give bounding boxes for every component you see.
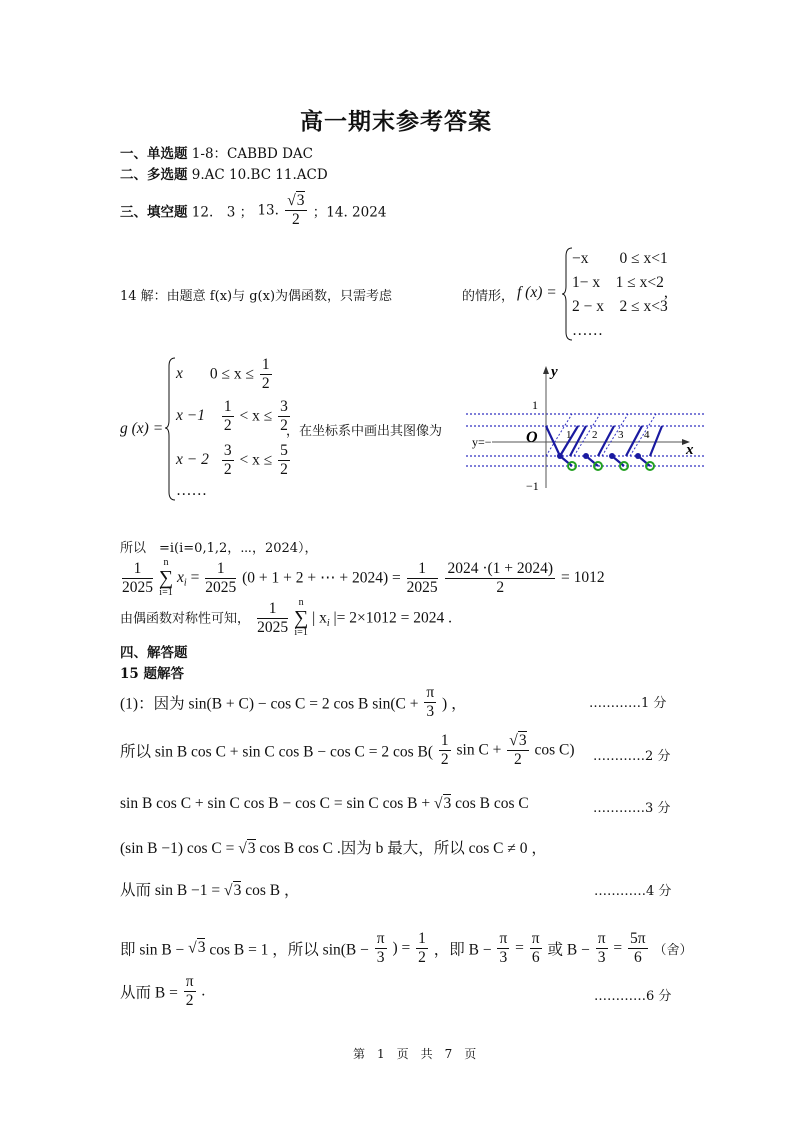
l6-frac-b	[416, 930, 428, 967]
l6-sqrt: 3	[197, 939, 206, 957]
q15-heading: 15 题解答	[120, 666, 184, 682]
sym-rhs: | x	[312, 609, 327, 626]
g-row-3	[176, 442, 292, 479]
g-row-4: ……	[176, 482, 207, 499]
solid-point-1	[557, 453, 563, 459]
x-tick-1: 1	[566, 429, 572, 441]
l2-mid: sin C +	[456, 741, 502, 759]
q15-line-2	[120, 732, 574, 769]
g-row-3-frac-b	[278, 442, 290, 479]
sec3-line	[120, 192, 386, 229]
frac-num: π	[376, 930, 385, 947]
x-tick-3: 3	[618, 429, 624, 441]
segment-8	[650, 426, 662, 456]
sum-frac-2025	[122, 560, 153, 597]
solid-point-2	[583, 453, 589, 459]
l1-tail: ) ，	[442, 695, 467, 713]
sum-frac-big	[445, 560, 555, 597]
sigma-top: n	[163, 557, 169, 568]
f-comma: ,	[664, 284, 668, 301]
sec1-label: 一、单选题	[120, 146, 188, 162]
frac-den: 2025	[122, 578, 153, 596]
frac-num: π	[426, 684, 435, 701]
sum-frac-2025-c	[407, 560, 438, 597]
sec1-line	[120, 142, 313, 162]
sec2-line	[120, 163, 328, 183]
sec2-answers: 9.AC 10.BC 11.ACD	[191, 167, 328, 183]
q13-fraction: $\frac{√3}{2}$	[287, 192, 305, 228]
solid-point-4	[635, 453, 641, 459]
l2-text: 所以 sin B cos C + sin C cos B − cos C = 2 cos B(	[120, 743, 433, 761]
frac-den: 3	[426, 702, 435, 720]
frac-num: π	[531, 930, 540, 947]
l2-frac-2: $\frac{√3}{2}$	[509, 732, 527, 768]
frac-den: 3	[597, 948, 606, 966]
score-1: …………1 分	[589, 696, 667, 711]
frac-num: 1	[407, 560, 438, 579]
sym-line: 由偶函数对称性可知， $\frac{1}{2025}$ n ∑ i=1 | $x_i$ |= 2×1012 = 2024 .	[120, 597, 452, 638]
frac-num: 3	[518, 732, 527, 749]
frac-num: 5π	[630, 930, 646, 947]
sec1-answers: 1-8：CABBD DAC	[191, 146, 313, 162]
l4-tail: cos B cos C .因为 b 最大，所以 cos C ≠ 0 ，	[259, 840, 547, 857]
frac-num: π	[499, 930, 508, 947]
sec2-label: 二、多选题	[120, 167, 188, 183]
l5-sqrt: 3	[233, 882, 242, 899]
frac-num: 1	[257, 600, 288, 619]
g-label: g (x) =	[120, 420, 164, 437]
frac-den: 3	[499, 948, 508, 966]
frac-den: 2	[418, 948, 426, 966]
g-row-2-frac-a	[222, 398, 234, 435]
sum-frac-2025-b	[205, 560, 236, 597]
frac-den: 2	[514, 750, 522, 768]
frac-num: π	[597, 930, 606, 947]
sec3-q14: ；14. 2024	[312, 204, 387, 221]
sec4-label: 四、解答题	[120, 645, 188, 661]
g-row-2-cond: < x ≤	[239, 407, 273, 425]
g-row-1	[176, 356, 274, 393]
l7-text: 从而 B =	[120, 984, 178, 1002]
y-axis-label: y	[551, 364, 558, 380]
function-graph	[462, 360, 710, 500]
solid-point-3	[609, 453, 615, 459]
frac-den: 6	[633, 948, 642, 966]
frac-num: 1	[418, 930, 426, 947]
sec3-q13: 13.	[257, 202, 279, 219]
tick-minus-one-label: −1	[526, 479, 539, 493]
tick-one-label: 1	[532, 398, 538, 412]
sigma-2: n ∑ i=1	[293, 597, 309, 638]
frac-den: 2	[280, 416, 288, 434]
dashed-diag-3	[602, 414, 628, 456]
g-row-1-frac	[260, 356, 272, 393]
f-case-3: 2 − x 2 ≤ x<3	[572, 298, 668, 315]
x-axis-label: x	[686, 442, 694, 458]
l6-discard: （舍）	[653, 941, 693, 957]
l6-then: ，即 B −	[433, 941, 492, 959]
sum-xi: x	[177, 569, 184, 586]
l1-text: (1)：因为 sin(B + C) − cos C = 2 cos B sin(C +	[120, 695, 419, 713]
l6-frac-d	[530, 930, 542, 967]
l1-frac	[424, 684, 436, 721]
frac-den: 2	[223, 460, 232, 478]
sec3-q12: 12. 3 ；	[191, 204, 254, 221]
frac-num: π	[185, 973, 194, 990]
frac-num: 3	[223, 442, 232, 459]
g-row-1-cond: 0 ≤ x ≤	[209, 365, 255, 383]
sigma-bottom: i=1	[159, 587, 173, 598]
g-row-3-expr: x − 2	[176, 451, 209, 469]
page-footer: 第 1 页 共 7 页	[353, 1047, 477, 1061]
frac-den: 2	[185, 991, 194, 1009]
sym-tail: |= 2×1012 = 2024 .	[333, 609, 452, 626]
frac-den: 2	[440, 750, 449, 768]
x-tick-4: 4	[644, 429, 650, 441]
sigma: n ∑ i=1	[158, 557, 174, 598]
l2-frac-1	[439, 732, 451, 769]
l6-eq3: =	[613, 939, 623, 957]
q15-line-6: 即 sin B − √3 cos B = 1 ，所以 sin(B − $\frac{\pi}{3}$ ) = $\frac{1}{2}$ ，即 B − $\frac{\pi}{3}$ = $\frac{\pi}{6}$ 或 B − $\frac{\pi}{3}$ = $\frac{5\pi}{6}$ （舍）	[120, 930, 693, 966]
l7-tail: .	[201, 982, 206, 1000]
score-6: …………6 分	[594, 989, 672, 1004]
frac-den: 2	[496, 578, 505, 596]
frac-num: 3	[280, 398, 288, 415]
q15-line-1	[120, 684, 467, 721]
l6-frac-c	[497, 930, 509, 967]
frac-den: 2025	[257, 618, 289, 636]
score-4: …………4 分	[594, 884, 672, 899]
sym-frac-2025	[257, 600, 288, 637]
frac-num: 1	[205, 560, 236, 579]
f-case-4: ……	[572, 322, 603, 339]
l4-sqrt: 3	[247, 840, 256, 857]
sum-line: $\frac{1}{2025}$ n ∑ i=1 $x_i$ = $\frac{1}{2025}$ (0 + 1 + 2 + ⋯ + 2024) = $\frac{1}{2025}$ $\frac{2024 \cdot(1 + 2024)}{2}$ = 1012	[122, 557, 605, 598]
f-cases	[572, 247, 668, 343]
g-row-2	[176, 398, 292, 435]
f-case-2: 1− x 1 ≤ x<2	[572, 274, 664, 291]
l3-sqrt: 3	[443, 795, 452, 812]
graph-sentence: ，在坐标系中画出其图像为	[286, 424, 443, 439]
y-axis-arrow-icon	[543, 366, 549, 374]
l6-frac-f	[628, 930, 648, 967]
frac-num: 1	[440, 732, 449, 749]
frac-den: 2	[280, 460, 288, 478]
l5-tail: cos B ，	[245, 882, 300, 899]
page-title: 高一期末参考答案	[300, 109, 492, 135]
f-case-1: −x 0 ≤ x<1	[572, 250, 668, 267]
q15-line-3: sin B cos C + sin C cos B − cos C = sin C cos B + √3 cos B cos C	[120, 795, 529, 812]
frac-num: 5	[280, 442, 288, 459]
l4-text: (sin B −1) cos C =	[120, 840, 235, 857]
sigma-top: n	[298, 597, 304, 608]
g-row-1-expr: x	[176, 365, 183, 383]
frac-num: 1	[122, 560, 153, 579]
g-row-3-cond: < x ≤	[239, 451, 273, 469]
frac-den: 2	[223, 416, 232, 434]
score-2: …………2 分	[593, 749, 671, 764]
q13-num: 3	[296, 192, 305, 209]
l3-text: sin B cos C + sin C cos B − cos C = sin C cos B +	[120, 795, 431, 812]
l6-eq: ) =	[392, 939, 411, 957]
l6-text: 即 sin B −	[120, 941, 185, 959]
frac-num: 2024 ·(1 + 2024)	[447, 559, 554, 577]
frac-den: 3	[376, 948, 385, 966]
l7-frac	[184, 973, 196, 1010]
p14-intro: 14 解：由题意 f(x)与 g(x)为偶函数，只需考虑	[120, 289, 393, 304]
frac-den: 2025	[406, 578, 438, 596]
frac-den: 2	[261, 374, 270, 392]
q15-line-5: 从而 sin B −1 = √3 cos B ，	[120, 882, 300, 899]
q13-den: 2	[291, 210, 300, 228]
frac-den: 2025	[205, 578, 237, 596]
so-line: 所以 =i(i=0,1,2，⋯，2024），	[120, 541, 318, 556]
l5-text: 从而 sin B −1 =	[120, 882, 221, 899]
frac-num: 1	[261, 356, 270, 373]
sym-text: 由偶函数对称性可知，	[120, 611, 251, 627]
x-tick-2: 2	[592, 429, 598, 441]
sum-result: = 1012	[560, 569, 605, 586]
l6-eq2: =	[515, 939, 524, 957]
f-label: f (x) =	[517, 284, 557, 301]
l6-frac-a	[375, 930, 387, 967]
l6-mid: cos B = 1 ，所以 sin(B −	[209, 941, 369, 959]
frac-den: 6	[531, 948, 540, 966]
sigma-bottom: i=1	[294, 627, 308, 638]
q15-line-7	[120, 973, 205, 1010]
y-eq-label: y=−	[472, 435, 492, 449]
l2-tail: cos C)	[534, 741, 575, 759]
frac-num: 1	[223, 398, 232, 415]
l6-frac-e	[596, 930, 608, 967]
q15-line-4: (sin B −1) cos C = √3 cos B cos C .因为 b 最大，所以 cos C ≠ 0 ，	[120, 840, 547, 857]
sum-mid: (0 + 1 + 2 + ⋯ + 2024) =	[242, 569, 401, 587]
sec3-label: 三、填空题	[120, 204, 188, 221]
score-3: …………3 分	[593, 801, 671, 816]
l3-tail: cos B cos C	[455, 795, 529, 812]
l6-or: 或 B −	[547, 941, 590, 959]
g-row-2-expr: x −1	[176, 407, 205, 425]
p14-case-intro: 的情形，	[462, 289, 515, 304]
origin-label: O	[526, 429, 538, 446]
g-row-3-frac-a	[222, 442, 234, 479]
